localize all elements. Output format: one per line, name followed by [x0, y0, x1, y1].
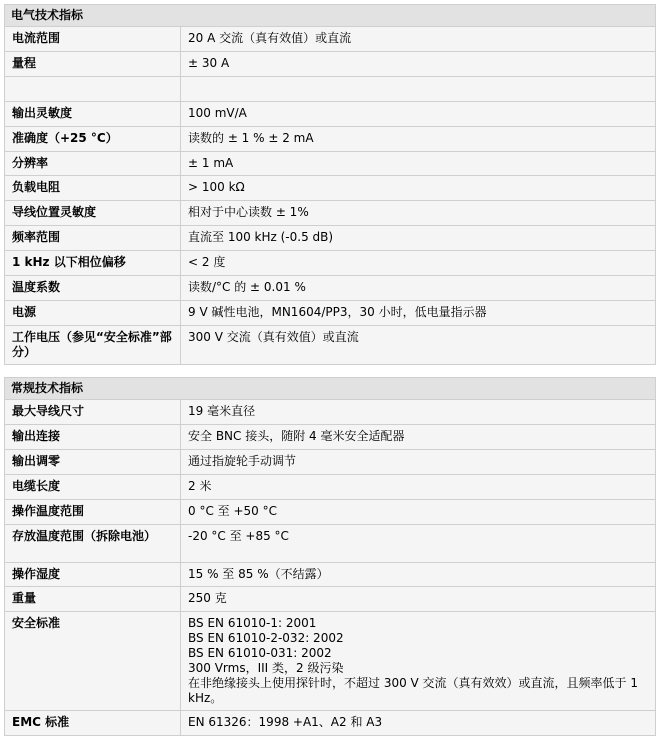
spec-value-line: ± 1 mA	[188, 156, 234, 170]
spec-value-line: 安全 BNC 接头，随附 4 毫米安全适配器	[188, 429, 405, 443]
electrical-spec-table	[4, 4, 656, 365]
spec-value-line: EN 61326：1998 +A1、A2 和 A3	[188, 715, 383, 729]
spec-label: 准确度（+25 °C）	[5, 127, 181, 152]
section-title: 电气技术指标	[5, 5, 656, 27]
spec-value	[181, 301, 656, 326]
spec-label: 频率范围	[5, 226, 181, 251]
spec-value-line: 19 毫米直径	[188, 404, 256, 418]
table-row	[5, 27, 656, 52]
table-row	[5, 226, 656, 251]
spec-value	[181, 711, 656, 736]
spec-value-line: 9 V 碱性电池，MN1604/PP3，30 小时，低电量指示器	[188, 305, 487, 319]
spec-value-line: BS EN 61010-031: 2002	[188, 646, 332, 660]
table-row	[5, 152, 656, 176]
spec-value	[181, 201, 656, 226]
spec-label: 量程	[5, 52, 181, 77]
spec-label: 工作电压（参见“安全标准”部分）	[5, 326, 181, 365]
spec-value-line: BS EN 61010-2-032: 2002	[188, 631, 344, 645]
spec-value-line: 2 米	[188, 479, 212, 493]
spec-value	[181, 450, 656, 475]
spec-value-line: < 2 度	[188, 255, 226, 269]
table-row	[5, 612, 656, 711]
electric-section-header	[5, 5, 656, 27]
spec-value	[181, 152, 656, 176]
spec-value-line: 100 mV/A	[188, 106, 247, 120]
spec-label: 导线位置灵敏度	[5, 201, 181, 226]
table-row	[5, 425, 656, 450]
table-row	[5, 102, 656, 127]
table-row	[5, 251, 656, 276]
spec-value	[181, 425, 656, 450]
spec-label: 电缆长度	[5, 475, 181, 500]
spec-label: 1 kHz 以下相位偏移	[5, 251, 181, 276]
spec-value-line: > 100 kΩ	[188, 180, 245, 194]
spec-value	[181, 475, 656, 500]
general-section-header	[5, 378, 656, 400]
table-row	[5, 77, 656, 102]
spec-value-line: 读数/°C 的 ± 0.01 %	[188, 280, 306, 294]
spec-value	[181, 102, 656, 127]
spec-value-line: 通过指旋轮手动调节	[188, 454, 297, 468]
spec-label: 输出连接	[5, 425, 181, 450]
spec-label: 负载电阻	[5, 176, 181, 201]
table-row	[5, 301, 656, 326]
spec-label: 分辨率	[5, 152, 181, 176]
table-row	[5, 475, 656, 500]
spec-value-line: -20 °C 至 +85 °C	[188, 529, 289, 543]
spec-value-line: 300 Vrms，III 类，2 级污染	[188, 661, 344, 675]
spec-value	[181, 500, 656, 525]
spec-value	[181, 52, 656, 77]
table-row	[5, 400, 656, 425]
general-spec-table	[4, 377, 656, 736]
spec-value	[181, 525, 656, 563]
spec-label: 输出调零	[5, 450, 181, 475]
spec-label: 电源	[5, 301, 181, 326]
spec-value	[181, 226, 656, 251]
spec-value	[181, 251, 656, 276]
section-title: 常规技术指标	[5, 378, 656, 400]
spec-label: 操作温度范围	[5, 500, 181, 525]
table-row	[5, 176, 656, 201]
spec-label: 安全标准	[5, 612, 181, 711]
table-row	[5, 450, 656, 475]
spec-value	[181, 587, 656, 612]
spec-value-line: 20 A 交流（真有效值）或直流	[188, 31, 352, 45]
spec-label: 存放温度范围（拆除电池）	[5, 525, 181, 563]
table-row	[5, 52, 656, 77]
spec-value	[181, 176, 656, 201]
table-row	[5, 711, 656, 736]
spec-label: 电流范围	[5, 27, 181, 52]
spec-value-line: 15 % 至 85 %（不结露）	[188, 567, 329, 581]
table-row	[5, 127, 656, 152]
spec-value	[181, 77, 656, 102]
spec-value-line: 在非绝缘接头上使用探针时，不超过 300 V 交流（真有效效）或直流，且频率低于 1 kHz。	[188, 676, 639, 705]
spec-value	[181, 612, 656, 711]
spec-value	[181, 127, 656, 152]
spec-value-line: 300 V 交流（真有效值）或直流	[188, 330, 359, 344]
spec-value-line: 读数的 ± 1 % ± 2 mA	[188, 131, 314, 145]
spec-label: 温度系数	[5, 276, 181, 301]
spec-value	[181, 326, 656, 365]
spec-value-line: 250 克	[188, 591, 227, 605]
table-row	[5, 500, 656, 525]
spec-label: 重量	[5, 587, 181, 612]
table-row	[5, 326, 656, 365]
spec-value-line: 直流至 100 kHz (-0.5 dB)	[188, 230, 334, 244]
table-row	[5, 276, 656, 301]
spec-value	[181, 400, 656, 425]
spec-value-line: BS EN 61010-1: 2001	[188, 616, 317, 630]
table-row	[5, 563, 656, 587]
spec-value-line: 相对于中心读数 ± 1%	[188, 205, 309, 219]
spec-value	[181, 563, 656, 587]
table-row	[5, 525, 656, 563]
spec-label	[5, 77, 181, 102]
spec-label: 输出灵敏度	[5, 102, 181, 127]
spec-value	[181, 276, 656, 301]
spec-label: 最大导线尺寸	[5, 400, 181, 425]
spec-label: EMC 标准	[5, 711, 181, 736]
spec-label: 操作湿度	[5, 563, 181, 587]
spec-value-line: 0 °C 至 +50 °C	[188, 504, 277, 518]
table-row	[5, 201, 656, 226]
table-row	[5, 587, 656, 612]
spec-value	[181, 27, 656, 52]
spec-value-line: ± 30 A	[188, 56, 230, 70]
